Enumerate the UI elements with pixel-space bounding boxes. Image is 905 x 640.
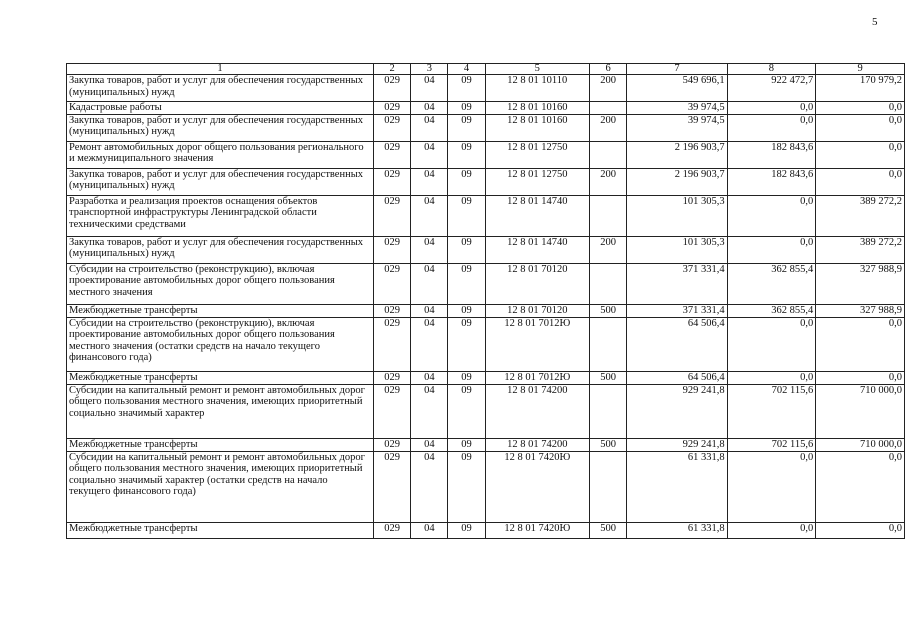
col-8-amount: 182 843,6 (727, 168, 816, 195)
col-4: 09 (448, 451, 485, 522)
col-8-amount: 362 855,4 (727, 263, 816, 304)
col-9-amount: 0,0 (816, 522, 905, 538)
col-4: 09 (448, 263, 485, 304)
table-row (67, 102, 905, 115)
col-2: 029 (373, 451, 410, 522)
col-4: 09 (448, 304, 485, 317)
col-5-code: 12 8 01 74200 (485, 438, 589, 451)
col-5-code: 12 8 01 14740 (485, 236, 589, 263)
col-3: 04 (411, 141, 448, 168)
col-4: 09 (448, 317, 485, 371)
row-name: Закупка товаров, работ и услуг для обеспечения государственных (муниципальных) нужд (67, 75, 374, 102)
col-8-amount: 702 115,6 (727, 438, 816, 451)
col-9-amount: 389 272,2 (816, 236, 905, 263)
col-9-amount: 0,0 (816, 114, 905, 141)
col-3: 04 (411, 371, 448, 384)
table-row (67, 304, 905, 317)
column-header-8: 8 (727, 64, 816, 75)
col-3: 04 (411, 236, 448, 263)
row-name: Ремонт автомобильных дорог общего пользования регионального и межмуниципального значения (67, 141, 374, 168)
col-9-amount: 710 000,0 (816, 384, 905, 438)
col-5-code: 12 8 01 10110 (485, 75, 589, 102)
col-3: 04 (411, 102, 448, 115)
col-2: 029 (373, 384, 410, 438)
col-7-amount: 929 241,8 (627, 438, 727, 451)
table-row (67, 384, 905, 438)
row-name: Межбюджетные трансферты (67, 304, 374, 317)
col-3: 04 (411, 438, 448, 451)
col-4: 09 (448, 384, 485, 438)
col-5-code: 12 8 01 10160 (485, 102, 589, 115)
column-header-6: 6 (590, 64, 627, 75)
row-name: Межбюджетные трансферты (67, 522, 374, 538)
col-3: 04 (411, 384, 448, 438)
col-9-amount: 0,0 (816, 141, 905, 168)
col-2: 029 (373, 75, 410, 102)
col-2: 029 (373, 141, 410, 168)
row-name: Субсидии на строительство (реконструкцию), включая проектирование автомобильных дорог общего пользования местного значения (остатки средств на начало текущего финансового года) (67, 317, 374, 371)
col-5-code: 12 8 01 70120 (485, 304, 589, 317)
col-9-amount: 0,0 (816, 168, 905, 195)
col-2: 029 (373, 168, 410, 195)
col-8-amount: 0,0 (727, 195, 816, 236)
col-3: 04 (411, 304, 448, 317)
col-8-amount: 702 115,6 (727, 384, 816, 438)
col-2: 029 (373, 522, 410, 538)
col-7-amount: 2 196 903,7 (627, 141, 727, 168)
col-5-code: 12 8 01 10160 (485, 114, 589, 141)
col-7-amount: 64 506,4 (627, 371, 727, 384)
row-name: Межбюджетные трансферты (67, 371, 374, 384)
col-7-amount: 371 331,4 (627, 304, 727, 317)
col-7-amount: 101 305,3 (627, 236, 727, 263)
col-7-amount: 929 241,8 (627, 384, 727, 438)
column-header-9: 9 (816, 64, 905, 75)
col-8-amount: 0,0 (727, 102, 816, 115)
column-header-5: 5 (485, 64, 589, 75)
col-8-amount: 0,0 (727, 522, 816, 538)
col-2: 029 (373, 102, 410, 115)
col-2: 029 (373, 195, 410, 236)
col-4: 09 (448, 75, 485, 102)
col-7-amount: 549 696,1 (627, 75, 727, 102)
column-header-3: 3 (411, 64, 448, 75)
col-9-amount: 170 979,2 (816, 75, 905, 102)
col-9-amount: 389 272,2 (816, 195, 905, 236)
col-6 (590, 263, 627, 304)
col-8-amount: 0,0 (727, 114, 816, 141)
col-9-amount: 327 988,9 (816, 304, 905, 317)
column-header-1: 1 (67, 64, 374, 75)
col-3: 04 (411, 168, 448, 195)
col-8-amount: 922 472,7 (727, 75, 816, 102)
table-row (67, 168, 905, 195)
col-9-amount: 710 000,0 (816, 438, 905, 451)
col-3: 04 (411, 317, 448, 371)
table-row (67, 438, 905, 451)
col-6: 200 (590, 75, 627, 102)
col-4: 09 (448, 141, 485, 168)
col-4: 09 (448, 438, 485, 451)
col-7-amount: 371 331,4 (627, 263, 727, 304)
col-3: 04 (411, 114, 448, 141)
col-3: 04 (411, 522, 448, 538)
col-5-code: 12 8 01 7420Ю (485, 522, 589, 538)
col-7-amount: 101 305,3 (627, 195, 727, 236)
table-row (67, 141, 905, 168)
col-6: 200 (590, 114, 627, 141)
col-8-amount: 0,0 (727, 371, 816, 384)
col-4: 09 (448, 114, 485, 141)
table-row (67, 451, 905, 522)
col-5-code: 12 8 01 70120 (485, 263, 589, 304)
row-name: Закупка товаров, работ и услуг для обеспечения государственных (муниципальных) нужд (67, 236, 374, 263)
col-6: 200 (590, 168, 627, 195)
table-row (67, 114, 905, 141)
col-4: 09 (448, 195, 485, 236)
col-9-amount: 0,0 (816, 102, 905, 115)
row-name: Закупка товаров, работ и услуг для обеспечения государственных (муниципальных) нужд (67, 168, 374, 195)
col-7-amount: 39 974,5 (627, 114, 727, 141)
col-4: 09 (448, 522, 485, 538)
row-name: Межбюджетные трансферты (67, 438, 374, 451)
page-number: 5 (872, 16, 878, 28)
col-5-code: 12 8 01 12750 (485, 141, 589, 168)
col-6: 200 (590, 236, 627, 263)
col-3: 04 (411, 451, 448, 522)
col-8-amount: 0,0 (727, 451, 816, 522)
col-2: 029 (373, 263, 410, 304)
column-header-2: 2 (373, 64, 410, 75)
col-3: 04 (411, 75, 448, 102)
col-7-amount: 2 196 903,7 (627, 168, 727, 195)
col-5-code: 12 8 01 12750 (485, 168, 589, 195)
row-name: Разработка и реализация проектов оснащения объектов транспортной инфраструктуры Ленинградской области техническими средствами (67, 195, 374, 236)
col-3: 04 (411, 195, 448, 236)
table-row (67, 317, 905, 371)
col-7-amount: 61 331,8 (627, 522, 727, 538)
budget-table (66, 63, 905, 539)
col-5-code: 12 8 01 74200 (485, 384, 589, 438)
col-9-amount: 0,0 (816, 317, 905, 371)
col-7-amount: 64 506,4 (627, 317, 727, 371)
col-8-amount: 0,0 (727, 317, 816, 371)
col-5-code: 12 8 01 7012Ю (485, 317, 589, 371)
col-6 (590, 451, 627, 522)
row-name: Субсидии на капитальный ремонт и ремонт автомобильных дорог общего пользования местного значения, имеющих приоритетный социально значимый характер (остатки средств на начало текущего финансового года) (67, 451, 374, 522)
col-6 (590, 317, 627, 371)
col-5-code: 12 8 01 14740 (485, 195, 589, 236)
col-6 (590, 141, 627, 168)
col-6: 500 (590, 522, 627, 538)
col-2: 029 (373, 438, 410, 451)
table-row (67, 371, 905, 384)
col-2: 029 (373, 371, 410, 384)
table-row (67, 195, 905, 236)
col-3: 04 (411, 263, 448, 304)
col-6: 500 (590, 438, 627, 451)
table-row (67, 75, 905, 102)
col-9-amount: 0,0 (816, 451, 905, 522)
col-2: 029 (373, 317, 410, 371)
col-6: 500 (590, 304, 627, 317)
row-name: Субсидии на строительство (реконструкцию), включая проектирование автомобильных дорог общего пользования местного значения (67, 263, 374, 304)
row-name: Субсидии на капитальный ремонт и ремонт автомобильных дорог общего пользования местного значения, имеющих приоритетный социально значимый характер (67, 384, 374, 438)
col-4: 09 (448, 236, 485, 263)
col-2: 029 (373, 114, 410, 141)
column-header-7: 7 (627, 64, 727, 75)
col-6 (590, 102, 627, 115)
col-8-amount: 182 843,6 (727, 141, 816, 168)
row-name: Кадастровые работы (67, 102, 374, 115)
col-8-amount: 362 855,4 (727, 304, 816, 317)
header-row (67, 64, 905, 75)
table-row (67, 236, 905, 263)
col-4: 09 (448, 102, 485, 115)
col-6 (590, 384, 627, 438)
col-4: 09 (448, 168, 485, 195)
col-5-code: 12 8 01 7012Ю (485, 371, 589, 384)
row-name: Закупка товаров, работ и услуг для обеспечения государственных (муниципальных) нужд (67, 114, 374, 141)
col-5-code: 12 8 01 7420Ю (485, 451, 589, 522)
col-9-amount: 327 988,9 (816, 263, 905, 304)
col-2: 029 (373, 236, 410, 263)
table-row (67, 263, 905, 304)
column-header-4: 4 (448, 64, 485, 75)
col-7-amount: 39 974,5 (627, 102, 727, 115)
col-7-amount: 61 331,8 (627, 451, 727, 522)
col-6 (590, 195, 627, 236)
col-2: 029 (373, 304, 410, 317)
table-row (67, 522, 905, 538)
col-4: 09 (448, 371, 485, 384)
col-8-amount: 0,0 (727, 236, 816, 263)
col-9-amount: 0,0 (816, 371, 905, 384)
col-6: 500 (590, 371, 627, 384)
